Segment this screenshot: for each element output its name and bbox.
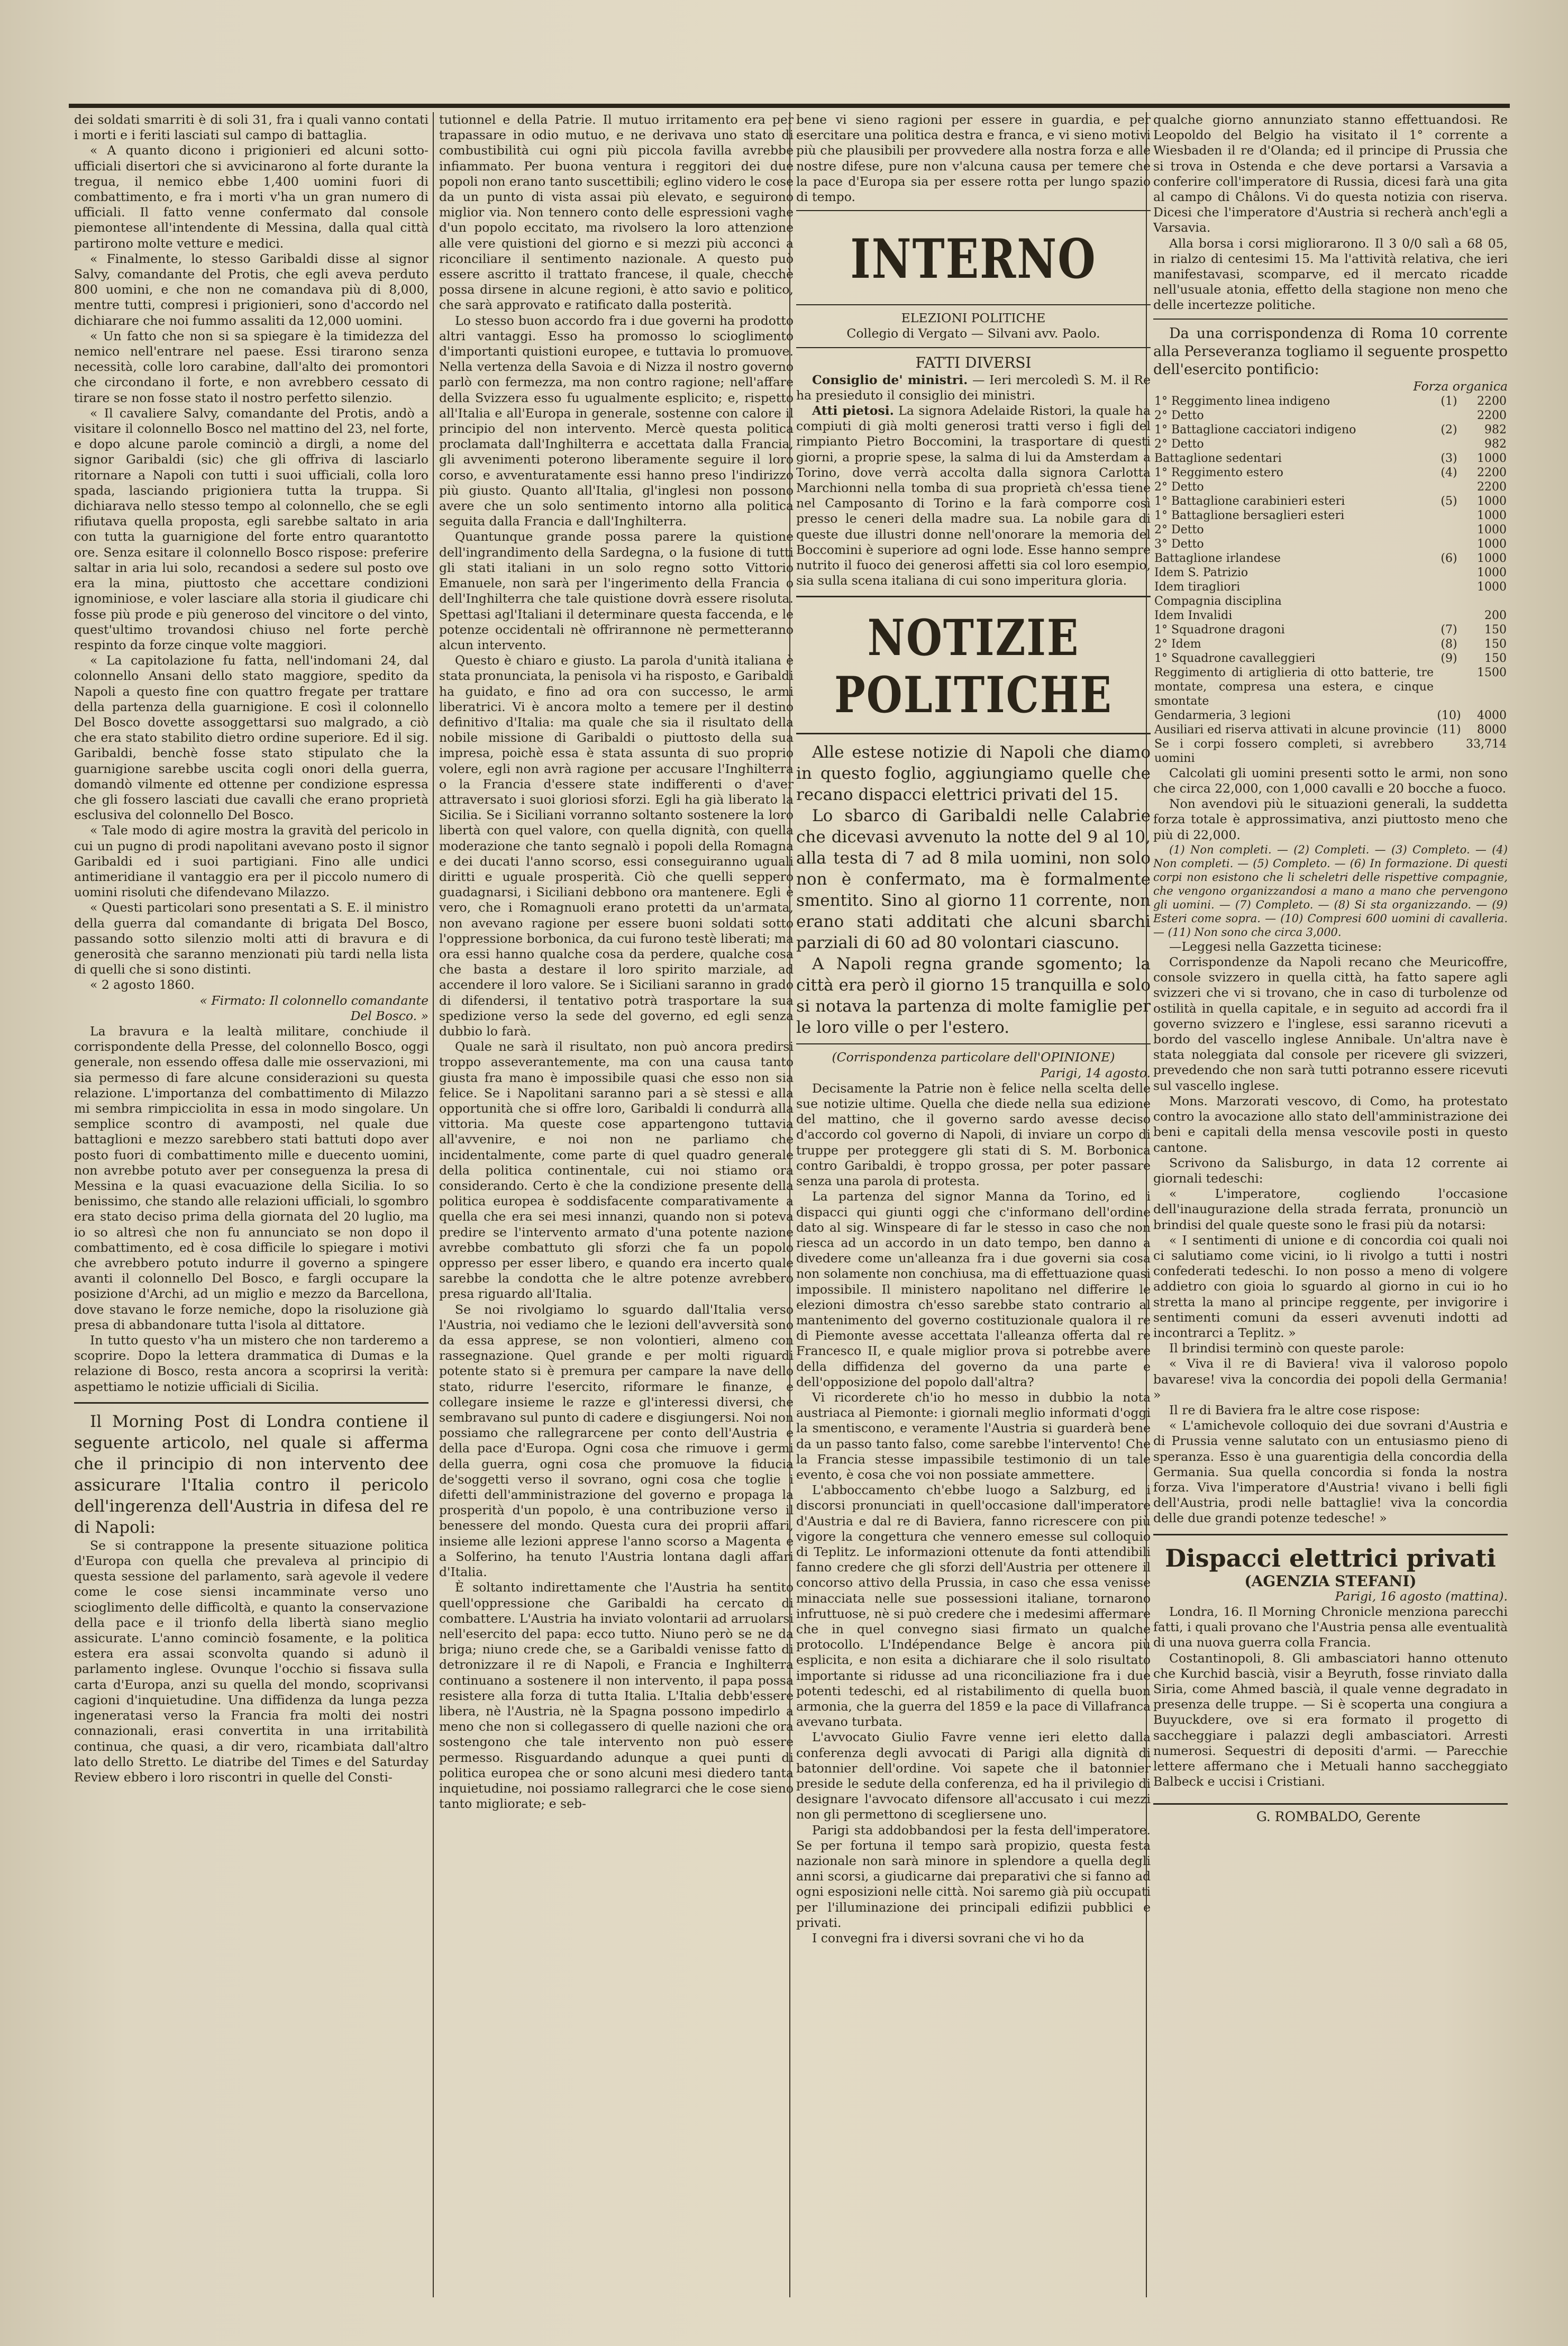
paragraph: Lo stesso buon accordo fra i due governi ha prodotto altri vantaggi. Esso ha promosso lo scioglimento d'importanti quistioni europee, e tuttavia lo promuove. Nella vertenza della Savoia e di Nizza il nostro governo parlò con fermezza, ma non contro ragione; nell'affare della Svizzera esso fu ugualmente esplicito; e, rispetto all'Italia e all'Europa in generale, sostenne con calore il principio del non intervento. Mercè questa politica proclamata dall'Inghilterra e accettata dalla Francia, gli avvenimenti poterono liberamente seguire il loro corso, e avventuratamente essi hanno preso l'indirizzo più giusto. Quanto all'Italia, gl'inglesi non possono avere che un solo sentimento intorno alla politica seguita dalla Francia e dall'Inghilterra.: [439, 313, 794, 529]
paragraph: « Questi particolari sono presentati a S. E. il ministro della guerra dal comandante di brigata Del Bosco, passando sotto silenzio molti atti di bravura e di generosità che saranno menzionati più tardi nella lista di quelli che si sono distinti.: [74, 900, 429, 977]
table-cell-n: 1000: [1477, 537, 1507, 551]
paragraph: Quale ne sarà il risultato, non può ancora predirsi troppo asseverantemente, ma con una causa tanto giusta fra mano è impossibile quasi che esso non sia felice. Se i Napolitani saranno pari a sè stessi e alla opportunità che si offre loro, Garibaldi li condurrà alla vittoria. Ma queste cose appartengono tuttavia all'avvenire, e noi non ne parliamo che incidentalmente, come parte di quel quadro generale della politica continentale, cui noi stiamo ora considerando. Certo è che la condizione presente della politica europea è soddisfacente comparativamente a quella che era sei mesi innanzi, quando non si poteva predire se l'intervento armato d'una potente nazione avrebbe combattuto gli sforzi che fa un popolo oppresso per esser libero, e quando era incerto quale sarebbe la condotta che le altre potenze avrebbero presa riguardo all'Italia.: [439, 1039, 794, 1302]
paragraph: I convegni fra i diversi sovrani che vi ho da: [812, 1931, 1084, 1946]
table-row: [1153, 408, 1508, 423]
news-item: [796, 403, 1151, 588]
table-row: [1153, 594, 1508, 608]
table-cell-name: Se i corpi fossero completi, si avrebbero uomini: [1154, 737, 1434, 765]
table-cell-n: 982: [1484, 437, 1507, 451]
section-rule: [74, 1402, 429, 1404]
paragraph: qualche giorno annunziato stanno effettuandosi. Re Leopoldo del Belgio ha visitato il 1° corrente a Wiesbaden il re d'Olanda; ed il principe di Prussia che si trova in Ostenda e che deve portarsi a Varsavia a conferire coll'imperatore di Russia, dicesi farà una gita al campo di Châlons. Vi do questa notizia con riserva. Dicesi che l'imperatore d'Austria si recherà anch'egli a Varsavia.: [1153, 112, 1508, 235]
table-cell-name: Gendarmeria, 3 legioni: [1154, 708, 1291, 722]
table-row: [1153, 494, 1508, 508]
table-cell-ref: (4): [1441, 466, 1457, 479]
table-cell-ref: [1435, 566, 1463, 580]
paragraph: Parigi sta addobbandosi per la festa dell'imperatore. Se per fortuna il tempo sarà propizio, questa festa nazionale non sarà minore in splendore a quella degli anni scorsi, a giudicarne dai preparativi che si fanno ad ogni esposizioni nelle città. Noi saremo già più occupati per l'illuminazione dei principali edifizii pubblici e privati.: [796, 1822, 1151, 1930]
section-title-notizie: NOTIZIE POLITICHE: [834, 610, 1113, 725]
paragraph: « L'amichevole colloquio dei due sovrani d'Austria e di Prussia venne salutato con un entusiasmo pieno di speranza. Esso è una guarentigia della concordia della Germania. Sua quella concordia si fonda la nostra forza. Viva l'imperatore d'Austria! vivano i belli figli dell'Austria, prodi nelle battaglie! viva la concordia delle due grandi potenze tedesche! »: [1153, 1418, 1508, 1526]
paragraph: L'avvocato Giulio Favre venne ieri eletto dalla conferenza degli avvocati di Parigi alla dignità di batonnier dell'ordine. Voi sapete che il batonnier preside le sedute della conferenza, ed ha il privilegio di designare l'avvocato difensore all'accusato i cui mezzi non gli permettono di scegliersene uno.: [796, 1730, 1151, 1822]
dateline: Parigi, 16 agosto (mattina).: [1335, 1588, 1508, 1604]
table-cell-name: Battaglione irlandese: [1154, 551, 1281, 565]
table-cell-name: 3° Detto: [1154, 537, 1204, 551]
paragraph: bene vi sieno ragioni per essere in guardia, e per esercitare una politica destra e franca, e vi sieno motivi più che plausibili per provvedere alla nostra forza e alle nostre difese, pure non v'alcuna causa per temere che la pace d'Europa sia per essere rotta per lungo spazio di tempo.: [796, 112, 1151, 205]
paragraph: Quantunque grande possa parere la quistione dell'ingrandimento della Sardegna, o la fusione di tutti gli stati italiani in un solo regno sotto Vittorio Emanuele, non sarà per l'ingerimento della Francia o dell'Inghilterra che tale quistione dovrà essere risoluta. Spettasi agl'Italiani il determinare questa faccenda, e le potenze occidentali nè offrirannone nè permetteranno alcun intervento.: [439, 529, 794, 652]
table-cell-n: 2200: [1477, 466, 1507, 479]
table-cell-n: [1463, 594, 1508, 608]
table-cell-n: 200: [1484, 608, 1507, 622]
news-item-text: La signora Adelaide Ristori, la quale ha compiuti di già molti generosi tratti verso i figli del rimpianto Pietro Boccomini, la trasportare di questi giorni, a proprie spese, la salma di lui da Amsterdam a Torino, dove verrà accolta dalla signora Carlotta Marchionni nella tomba di sua proprietà ch'essa tiene nel Camposanto di Torino e la farà comporre così presso le ceneri della madre sua. La nobile gara di queste due illustri donne nell'onorare la memoria del Boccomini è superiore ad ogni lode. Esse hanno sempre nutrito il fuoco dei generosi affetti sia col loro esempio, sia sulla scena italiana di cui sono imperitura gloria.: [796, 403, 1151, 588]
table-row: [1153, 537, 1508, 551]
paragraph: L'abboccamento ch'ebbe luogo a Salzburg, ed i discorsi pronunciati in quell'occasione dall'imperatore d'Austria e dal re di Baviera, fanno ricrescere con più vigore la congettura che vennero emesse sul colloquio di Teplitz. Le informazioni ottenute da fonti attendibili fanno credere che gli sforzi dell'Austria per ottenere il concorso attivo della Prussia, in caso che essa venisse minacciata nelle sue possessioni italiane, tornarono infruttuose, nè si può credere che i medesimi affermare che in quel convegno siasi firmato un qualche protocollo. L'Indépendance Belge è ancora più esplicita, e non esita a dichiarare che il solo risultato importante si ridusse ad una riconciliazione fra i due potenti tedeschi, ed al ristabilimento di quella buon armonia, che la guerra del 1859 e la pace di Villafranca avevano turbata.: [796, 1483, 1151, 1730]
table-row: [1153, 580, 1508, 594]
table-cell-ref: [1435, 523, 1463, 537]
column-4: [1153, 112, 1508, 2292]
table-row: [1153, 623, 1508, 637]
subsection-title: FATTI DIVERSI: [915, 353, 1032, 371]
table-cell-name: Compagnia disciplina: [1154, 594, 1282, 608]
paragraph: La partenza del signor Manna da Torino, ed i dispacci qui giunti oggi che c'informano dell'ordine dato al sig. Winspeare di far le stesso in caso che non riesca ad un accordo in un dato tempo, ben danno a divedere come un'alleanza fra i due governi sia cosa non solamente non conchiusa, ma di effettuazione quasi impossibile. Il ministero napolitano nel differire le elezioni dimostra ch'esso sarebbe stato contrario al mantenimento del governo costituzionale qualora il re di Piemonte avesse accettata l'alleanza offerta dal re Francesco II, e quale miglior prova si potrebbe avere della diffidenza del governo da una parte e dell'opposizione del popolo dall'altra?: [796, 1189, 1151, 1389]
column-2: [439, 112, 794, 2292]
table-cell-ref: [1435, 537, 1463, 551]
table-cell-ref: (5): [1441, 494, 1457, 508]
table-cell-n: 1000: [1477, 551, 1507, 565]
table-cell-name: Idem S. Patrizio: [1154, 566, 1248, 579]
section-rule: [796, 304, 1151, 305]
table-row: [1153, 637, 1508, 651]
table-cell-name: 2° Detto: [1154, 408, 1204, 422]
table-cell-name: 2° Detto: [1154, 437, 1204, 451]
table-row: [1153, 666, 1508, 708]
table-cell-ref: (2): [1441, 423, 1457, 437]
paragraph: Se noi rivolgiamo lo sguardo dall'Italia verso l'Austria, noi vediamo che le lezioni dell'avversità sono da essa apprese, se non volontieri, almeno con rassegnazione. Quel grande e per molti riguardi potente stato si è premura per campare la nave dello stato, ridurre l'esercito, riformare le finanze, e collegare insieme le razze e gl'interessi diversi, che sembravano sul punto di cadere e disgiungersi. Noi non possiamo che rallegrarcene per conto dell'Austria e della pace d'Europa. Ogni cosa che rimuove i germi della guerra, ogni cosa che promuove la fiducia de'soggetti verso il sovrano, ogni cosa che toglie i difetti dell'amministrazione del governo e propaga la prosperità d'un popolo, è una contribuzione verso il benessere del mondo. Questa cura dei proprii affari, insieme alle lezioni apprese l'anno scorso a Magenta e a Solferino, ha tenuto l'Austria lontana dagli affari d'Italia.: [439, 1302, 794, 1580]
paragraph: —Leggesi nella Gazzetta ticinese:: [1169, 939, 1382, 954]
paragraph: Mons. Marzorati vescovo, di Como, ha protestato contro la avocazione allo stato dell'amministrazione dei beni e capitali della mensa vescovile posti in questo cantone.: [1153, 1093, 1508, 1155]
table-cell-name: Idem Invalidi: [1154, 608, 1233, 622]
table-cell-ref: (9): [1441, 651, 1457, 665]
table-cell-name: Battaglione sedentari: [1154, 451, 1282, 465]
table-row: [1153, 566, 1508, 580]
table-cell-n: 2200: [1477, 480, 1507, 494]
table-cell-ref: (1): [1441, 394, 1457, 408]
section-title-interno: INTERNO: [850, 228, 1097, 292]
table-cell-name: 2° Idem: [1154, 637, 1201, 651]
table-cell-ref: (3): [1441, 451, 1457, 465]
paragraph: « 2 agosto 1860.: [90, 977, 195, 993]
paragraph: Decisamente la Patrie non è felice nella scelta delle sue notizie ultime. Quella che diede nella sua edizione del mattino, che il governo sardo avesse deciso d'accordo col governo di Napoli, di inviare un corpo di truppe per proteggere gli stati di S. M. Borbonica contro Garibaldi, è troppo grossa, per poter passare senza una parola di protesta.: [796, 1080, 1151, 1189]
paragraph-lead: Il Morning Post di Londra contiene il seguente articolo, nel quale si afferma che il principio di non intervento dee assicurare l'Italia contro il pericolo dell'ingerenza dell'Austria in difesa del re di Napoli:: [74, 1412, 429, 1537]
signature: « Firmato: Il colonnello comandante: [199, 993, 429, 1008]
table-cell-n: 150: [1484, 623, 1507, 636]
signature-name: Del Bosco. »: [350, 1008, 429, 1023]
table-cell-name: 1° Reggimento estero: [1154, 466, 1283, 479]
paragraph-lead: A Napoli regna grande sgomento; la città era però il giorno 15 tranquilla e solo si notava la partenza di molte famiglie per le loro ville o per l'estero.: [796, 954, 1151, 1038]
column-divider: [433, 112, 434, 2297]
news-item-head: Atti pietosi.: [812, 403, 894, 419]
paragraph: « I sentimenti di unione e di concordia coi quali noi ci salutiamo come vicini, io li rivolgo a tutti i nostri confederati tedeschi. Io non posso a meno di volgere addietro con gioia lo sguardo al giorno in cui io ho stretta la mano al principe reggente, per invigorire i sentimenti comuni da esseri avvenuti indotti ad incontrarci a Teplitz. »: [1153, 1232, 1508, 1340]
table-cell-n: 150: [1484, 637, 1507, 651]
table-cell-ref: [1435, 508, 1463, 523]
gerente-signature: G. ROMBALDO, Gerente: [1256, 1809, 1421, 1825]
table-row: [1153, 708, 1508, 723]
news-item: [796, 372, 1151, 403]
paragraph: Scrivono da Salisburgo, in data 12 corrente ai giornali tedeschi:: [1153, 1155, 1508, 1186]
table-cell-ref: [1435, 437, 1463, 451]
paragraph: Londra, 16. Il Morning Chronicle menziona parecchi fatti, i quali provano che l'Austria pensa alle eventualità di una nuova guerra colla Francia.: [1153, 1604, 1508, 1650]
table-cell-ref: (7): [1441, 623, 1457, 636]
table-cell-name: 2° Detto: [1154, 523, 1204, 537]
table-row: [1153, 423, 1508, 437]
news-item-text: — Ieri mercoledì S. M. il Re ha presieduto il consiglio dei ministri.: [796, 372, 1151, 403]
army-table: [1153, 394, 1508, 766]
paragraph-lead: Da una corrispondenza di Roma 10 corrente alla Perseveranza togliamo il seguente prospetto dell'esercito pontificio:: [1153, 325, 1508, 378]
table-row: [1153, 508, 1508, 523]
table-cell-n: 1000: [1477, 523, 1507, 537]
agency-name: (AGENZIA STEFANI): [1244, 1572, 1417, 1590]
table-row: [1153, 523, 1508, 537]
paragraph: La bravura e la lealtà militare, conchiude il corrispondente della Presse, del colonnello Bosco, oggi generale, non essendo offesa dalle mie osservazioni, mi sia permesso di fare alcune considerazioni su questa relazione. L'importanza del combattimento di Milazzo mi sembra rimpicciolita in essa in modo singolare. Un semplice scontro di avamposti, nel quale due battaglioni e mezzo sarebbero stati battuti dopo aver posto fuori di combattimento mille e duecento uomini, non avrebbe potuto aver per conseguenza la presa di Messina e la quasi evacuazione della Sicilia. Io so benissimo, che stando alle relazioni ufficiali, lo sgombro era stato deciso prima della giornata del 20 luglio, ma io so altresì che non fu annunciato se non dopo il combattimento, ed è cosa difficile lo spiegare i motivi che avrebbero potuto indurre il governo a spingere avanti il colonnello Del Bosco, e fargli occupare la posizione d'Archi, ad un miglio e mezzo da Barcellona, dove stavano le forze nemiche, dopo la risoluzione già presa di abbandonare tutta l'isola al dittatore.: [74, 1023, 429, 1332]
paragraph: « Viva il re di Baviera! viva il valoroso popolo bavarese! viva la concordia dei popoli della Germania! »: [1153, 1356, 1508, 1402]
table-cell-name: Ausiliari ed riserva attivati in alcune provincie: [1154, 723, 1429, 736]
table-cell-n: 4000: [1477, 708, 1507, 722]
table-cell-n: 2200: [1477, 408, 1507, 422]
table-cell-n: 1000: [1477, 451, 1507, 465]
table-row: [1153, 466, 1508, 480]
paragraph: Costantinopoli, 8. Gli ambasciatori hanno ottenuto che Kurchid bascià, visir a Beyruth, fosse rinviato dalla Siria, come Ahmed bascià, il quale venne degradato in presenza delle truppe. — Si è scoperta una congiura a Buyuckdere, ove si era formato il progetto di saccheggiare i palazzi degli ambasciatori. Arresti numerosi. Sequestri di depositi d'armi. — Parecchie lettere affermano che i Metuali hanno saccheggiato Balbeck e uccisi i Cristiani.: [1153, 1650, 1508, 1789]
table-cell-n: 1500: [1477, 666, 1507, 679]
paragraph: Se si contrappone la presente situazione politica d'Europa con quella che prevaleva al principio di questa sessione del parlamento, sarà agevole il vedere come le cose siensi incamminate verso uno scioglimento delle difficoltà, e quanto la conservazione della pace e il trionfo della libertà siano meglio assicurate. L'anno cominciò fosamente, e la politica estera era assai sconvolta quando si adunò il parlamento inglese. Ovunque l'occhio si fissava sulla carta d'Europa, anzi su quella del mondo, scoprivansi cagioni d'inquietudine. Una diffidenza da lunga pezza ingeneratasi verso la Francia fra molti dei nostri connazionali, erasi convertita in una irritabilità continua, che quasi, a dir vero, ricambiata dall'altro lato dello Stretto. Le diatribe del Times e del Saturday Review ebbero i loro riscontri in quelle del Consti-: [74, 1538, 429, 1785]
subsection-title: ELEZIONI POLITICHE: [901, 311, 1046, 326]
paragraph: Corrispondenze da Napoli recano che Meuricoffre, console svizzero in quella città, ha fatto sapere agli svizzeri che vi si trovano, che in caso di turbolenze od ostilità in quella capitale, e in seguito ad accordi fra il governo svizzero e l'inglese, essi saranno ricevuti a bordo del vascello inglese Annibale. Un'altra nave è stata noleggiata dal console per ricevere gli svizzeri, prevedendo che non sarà tutti potranno essere ricevuti sul vascello inglese.: [1153, 954, 1508, 1093]
table-cell-name: 1° Squadrone dragoni: [1154, 623, 1285, 636]
table-row: [1153, 608, 1508, 623]
news-item-head: Consiglio de' ministri.: [812, 372, 968, 387]
table-row: [1153, 394, 1508, 408]
paragraph: « Tale modo di agire mostra la gravità del pericolo in cui un pugno di prodi napolitani avevano posto il signor Garibaldi ed i suoi partigiani. Fino alle undici antimeridiane il vantaggio era per il piccolo numero di uomini risoluti che difendevano Milazzo.: [74, 823, 429, 900]
table-cell-name: 1° Battaglione carabinieri esteri: [1154, 494, 1345, 508]
paragraph-lead: Lo sbarco di Garibaldi nelle Calabrie che dicevasi avvenuto la notte del 9 al 10, alla testa di 7 ad 8 mila uomini, non solo non è confermato, ma è formalmente smentito. Sino al giorno 11 corrente, non erano stati additati che alcuni sbarchi parziali di 60 ad 80 volontari ciascuno.: [796, 806, 1151, 953]
table-row: [1153, 437, 1508, 451]
table-cell-ref: [1435, 480, 1463, 494]
paragraph: È soltanto indirettamente che l'Austria ha sentito quell'oppressione che Garibaldi ha cercato di combattere. L'Austria ha inviato volontarii ad arruolarsi nell'esercito del papa: ecco tutto. Niuno però se ne da briga; niuno crede che, se a Garibaldi venisse fatto di detronizzare il re di Napoli, e Francia e Inghilterra continuano a sostenere il non intervento, il papa possa resistere alla forza di tutta Italia. L'Italia debb'essere libera, nè l'Austria, nè la Spagna possono impedirlo a meno che non si collegassero di quelle nazioni che ora sostengono che tale intervento non può essere permesso. Risguardando adunque a quei punti di politica europea che or sono alcuni mesi diedero tanta inquietudine, noi possiamo rallegrarci che le cose sieno tanto migliorate; e seb-: [439, 1580, 794, 1812]
table-row: [1153, 723, 1508, 737]
dispatches-title: Dispacci elettrici privati: [1165, 1543, 1496, 1572]
table-cell-ref: (8): [1441, 637, 1457, 651]
paragraph: « Finalmente, lo stesso Garibaldi disse al signor Salvy, comandante del Protis, che egli aveva perduto 800 uomini, e che non ne comandava più di 8,000, mentre tutti, compresi i prigionieri, sono d'accordo nel dichiarare che noi fummo assaliti da 12,000 uomini.: [74, 251, 429, 328]
column-1: [74, 112, 429, 2292]
table-cell-name: Reggimento di artiglieria di otto batterie, tre montate, compresa una estera, e cinque smontate: [1154, 666, 1434, 708]
dateline: Parigi, 14 agosto.: [1040, 1065, 1151, 1080]
table-row: [1153, 651, 1508, 666]
table-cell-name: 1° Squadrone cavalleggieri: [1154, 651, 1316, 665]
paragraph: dei soldati smarriti è di soli 31, fra i quali vanno contati i morti e i feriti lasciati sul campo di battaglia.: [74, 112, 429, 143]
column-3: [796, 112, 1151, 2292]
table-cell-ref: [1435, 594, 1463, 608]
table-cell-n: 1000: [1477, 494, 1507, 508]
table-heading: Forza organica: [1413, 378, 1508, 394]
footer-rule: [1153, 1803, 1508, 1805]
table-cell-ref: [1435, 608, 1463, 623]
table-cell-ref: [1435, 408, 1463, 423]
paragraph: « L'imperatore, cogliendo l'occasione dell'inaugurazione della strada ferrata, pronunciò un brindisi del quale queste sono le frasi più da notarsi:: [1153, 1186, 1508, 1232]
paragraph: « A quanto dicono i prigionieri ed alcuni sotto-ufficiali disertori che si avvicinarono al forte durante la tregua, il nemico ebbe 1,400 uomini fuori di combattimento, e fra i morti v'ha un gran numero di ufficiali. Il fatto venne confermato dal console piemontese all'intendente di Messina, dalla qual città partirono molte vetture e medici.: [74, 143, 429, 251]
table-cell-n: 8000: [1477, 723, 1507, 736]
table-cell-n: 150: [1484, 651, 1507, 665]
paragraph: Calcolati gli uomini presenti sotto le armi, non sono che circa 22,000, con 1,000 cavalli e 20 bocche a fuoco.: [1153, 765, 1508, 796]
section-rule: [796, 210, 1151, 211]
paragraph-lead: Alle estese notizie di Napoli che diamo in questo foglio, aggiungiamo quelle che recano dispacci elettrici privati del 15.: [796, 743, 1151, 805]
paragraph: « La capitolazione fu fatta, nell'indomani 24, dal colonnello Ansani dello stato maggiore, spedito da Napoli a questo fine con quattro fregate per trattare della partenza della guarnigione. E così il colonnello Del Bosco dovette assoggettarsi suo malgrado, a ciò che era stato stabilito dietro ordine superiore. Ed il sig. Garibaldi, benchè fosse stato stipulato che la guarnigione sarebbe uscita cogli onori della guerra, domandò vilmente ed ottenne per condizione espressa che gli fossero lasciati due cavalli che erano proprietà esclusiva del colonnello Del Bosco.: [74, 653, 429, 823]
paragraph: Vi ricorderete ch'io ho messo in dubbio la nota austriaca al Piemonte: i giornali meglio informati d'oggi la smentiscono, e veramente l'Austria si guarderà bene da un passo tanto falso, come sarebbe l'intervento! Che la Francia stesse impassibile testimonio di un tale evento, è cosa che voi non possiate ammettere.: [796, 1389, 1151, 1482]
section-rule: [796, 596, 1151, 597]
table-cell-ref: [1435, 666, 1463, 708]
paragraph: Il re di Baviera fra le altre cose rispose:: [1169, 1402, 1420, 1417]
paragraph: tutionnel e della Patrie. Il mutuo irritamento era per trapassare in odio mutuo, e ne derivava uno stato di combustibilità cui ogni più piccola favilla avrebbe infiammato. Per buona ventura i reggitori dei due popoli non erano tanto suscettibili; eglino videro le cose da un punto di vista assai più elevato, e seguirono miglior via. Non tennero conto delle espressioni vaghe d'un popolo eccitato, ma rivolsero la loro attenzione alle vere quistioni del giorno e si mezzi più acconci a riconciliare il sentimento nazionale. A questo può essere ascritto il trattato francese, il quale, checchè possa dirsene in alcune regioni, è atto savio e politico, che sarà approvato e ratificato dalla posterità.: [439, 112, 794, 313]
table-cell-ref: [1435, 580, 1463, 594]
table-cell-ref: [1435, 737, 1463, 766]
table-row: [1153, 737, 1508, 766]
section-rule: [1153, 319, 1508, 320]
table-cell-name: 1° Battaglione cacciatori indigeno: [1154, 423, 1356, 437]
table-row: [1153, 480, 1508, 494]
table-cell-n: 2200: [1477, 394, 1507, 408]
table-cell-n: 33,714: [1466, 737, 1507, 751]
section-rule: [796, 733, 1151, 734]
paragraph: « Il cavaliere Salvy, comandante del Protis, andò a visitare il colonnello Bosco nel mattino del 23, nel forte, e dopo alcune parole cominciò a dirgli, a nome del signor Garibaldi (sic) che gli offriva di lasciarlo ritornare a Napoli con tutti i suoi ufficiali, colla loro spada, lasciando prigioniera tutta la truppa. Si dichiarava nello stesso tempo al colonnello, che se egli rifiutava quella proposta, egli sarebbe saltato in aria con tutta la guarnigione del forte entro quarantotto ore. Senza esitare il colonnello Bosco rispose: preferire saltar in aria lui solo, recandosi a sedere sul posto ove era la mina, piuttosto che accettare condizioni ignominiose, e voler lasciare alla storia il giudicare chi fosse più prode e più generoso del vincitore o del vinto, quest'ultimo trovandosi chiuso nel forte perchè respinto da forze cinque volte maggiori.: [74, 405, 429, 652]
correspondence-header: (Corrispondenza particolare dell'OPINIONE): [832, 1050, 1115, 1065]
paragraph: Non avendovi più le situazioni generali, la suddetta forza totale è approssimativa, anzi piuttosto meno che più di 22,000.: [1153, 796, 1508, 842]
table-cell-name: 1° Reggimento linea indigeno: [1154, 394, 1330, 408]
paragraph: In tutto questo v'ha un mistero che non tarderemo a scoprire. Dopo la lettera drammatica di Dumas e la relazione di Bosco, resta ancora a scoprirsi la verità: aspettiamo le notizie ufficiali di Sicilia.: [74, 1333, 429, 1394]
table-cell-ref: (6): [1441, 551, 1457, 565]
election-result: Collegio di Vergato — Silvani avv. Paolo.: [846, 326, 1100, 341]
table-cell-name: 1° Battaglione bersaglieri esteri: [1154, 508, 1345, 522]
table-cell-n: 1000: [1477, 508, 1507, 522]
table-cell-name: 2° Detto: [1154, 480, 1204, 494]
top-rule: [69, 104, 1510, 108]
section-rule: [1153, 1534, 1508, 1535]
footnotes: (1) Non completi. — (2) Completi. — (3) Completo. — (4) Non completi. — (5) Completo. — (6) In formazione. Di questi corpi non esistono che li scheletri delle rispettive compagnie, che vengono organizzandosi a mano a mano che pervengono gli uomini. — (7) Completo. — (8) Si sta organizzando. — (9) Esteri come sopra. — (10) Compresi 600 uomini di cavalleria. — (11) Non sono che circa 3,000.: [1153, 843, 1508, 939]
table-row: [1153, 551, 1508, 566]
table-cell-n: 982: [1484, 423, 1507, 437]
paragraph: « Un fatto che non si sa spiegare è la timidezza del nemico nell'entrare nel paese. Essi tirarono senza necessità, colle loro carabine, dall'alto dei promontori che circondano il forte, e non avrebbero cessato di tirare se non fosse stato il nostro perfetto silenzio.: [74, 328, 429, 405]
table-row: [1153, 451, 1508, 466]
table-cell-name: Idem tiragliori: [1154, 580, 1241, 594]
paragraph: Il brindisi terminò con queste parole:: [1169, 1341, 1405, 1356]
table-cell-n: 1000: [1477, 580, 1507, 594]
table-cell-ref: (11): [1437, 723, 1461, 736]
paragraph: Questo è chiaro e giusto. La parola d'unità italiana è stata pronunciata, la penisola vi ha risposto, e Garibaldi ha guidato, e fino ad ora con successo, le armi liberatrici. Vi è ancora molto a temere per il destino definitivo d'Italia: ma quale che sia il risultato della nobile missione di Garibaldi o piuttosto della sua impresa, poichè essa è stata assunta di suo proprio volere, egli non avrà ragione per accusare l'Inghilterra o la Francia d'essere state indifferenti o d'aver attraversato i suoi gloriosi sforzi. Egli ha già liberato la Sicilia. Se i Siciliani vorranno soltanto sostenere la loro libertà con quel valore, con quella dignità, con quella moderazione che tanto segnalò i popoli della Romagna e dei ducati l'anno scorso, essi conseguiranno uguali diritti e uguale prosperità. Ciò che quelli seppero guadagnarsi, i Siciliani debbono ora mantenere. Egli è vero, che i Romagnuoli erano protetti da un'armata, non avevano ragione per essere buoni soldati sotto l'oppressione borbonica, da cui furono testè liberati; ma ora essi hanno qualche cosa da perdere, qualche cosa che basta a destare il loro spirito marziale, ad accendere il loro valore. Se i Siciliani saranno in grado di difendersi, il tentativo potrà trasportare la sua spedizione verso la sede del governo, ed egli senza dubbio lo farà.: [439, 653, 794, 1039]
paragraph: Alla borsa i corsi migliorarono. Il 3 0/0 salì a 68 05, in rialzo di centesimi 15. Ma l'attività relativa, che ieri manifestavasi, scomparve, ed il mercato ricadde nell'usuale atonia, effetto della stagione non meno che delle incertezze politiche.: [1153, 235, 1508, 313]
section-rule: [796, 1043, 1151, 1044]
table-cell-ref: (10): [1437, 708, 1461, 722]
section-rule: [796, 347, 1151, 348]
table-cell-n: 1000: [1477, 566, 1507, 579]
